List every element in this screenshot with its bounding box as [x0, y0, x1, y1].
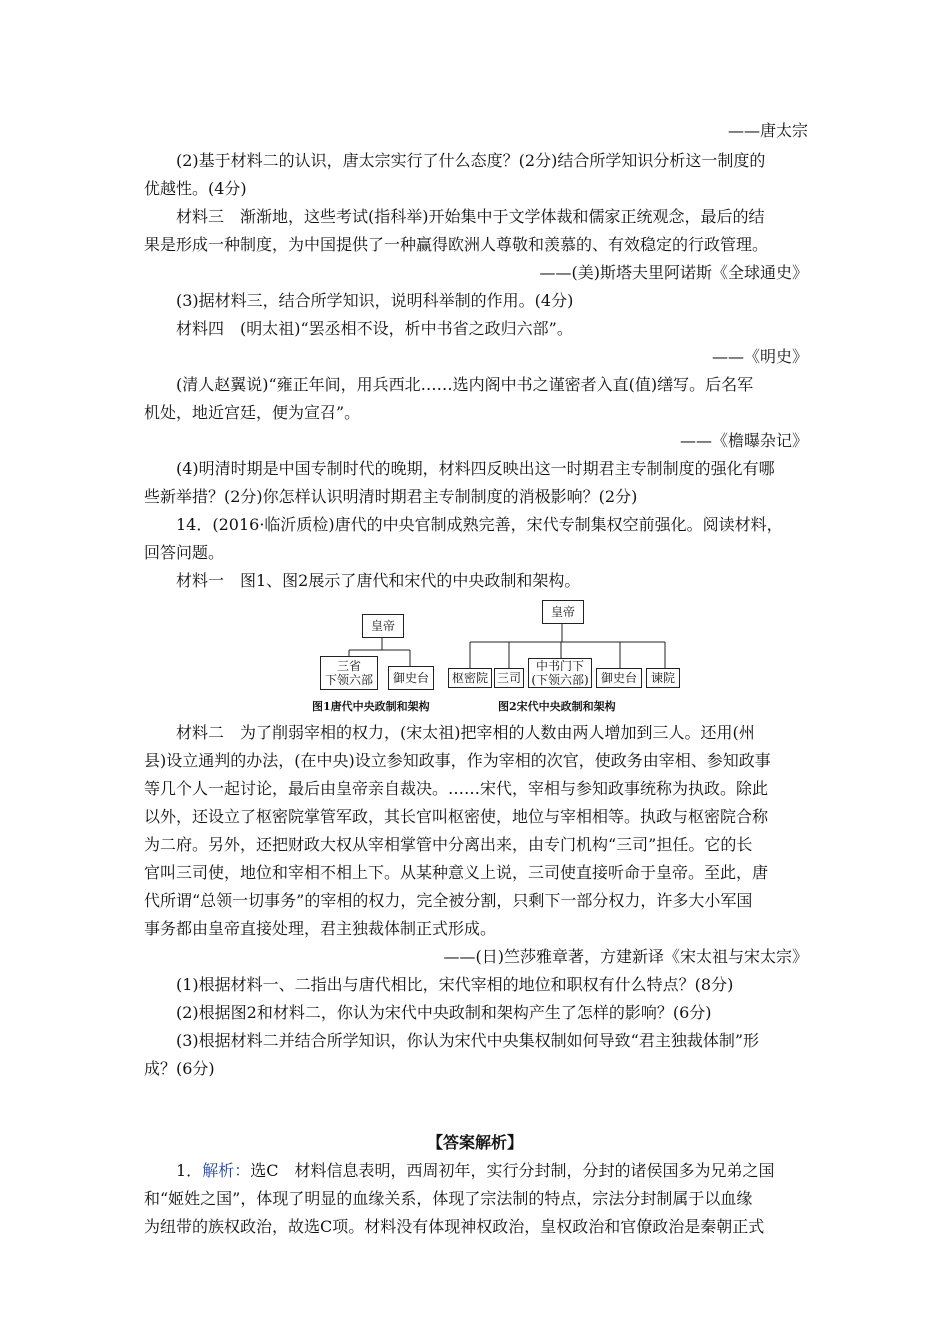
question-14-intro-cont: 回答问题。 [144, 543, 225, 562]
question-2: (2)基于材料二的认识，唐太宗实行了什么态度？(2分)结合所学知识分析这一制度的 [176, 151, 766, 170]
material-2-line6: 官叫三司使，地位和宰相不相上下。从某种意义上说，三司使直接听命于皇帝。至此，唐 [144, 863, 769, 882]
attribution-song-taizu: ——(日)竺莎雅章著，方建新译《宋太祖与宋太宗》 [443, 947, 808, 966]
fig2-censorate-box: 御史台 [596, 668, 642, 688]
material-4-qing-cont: 机处，地近宫廷，便为宣召”。 [144, 403, 361, 422]
answer-1-line1 [176, 1160, 774, 1182]
answer-1-text: 选C 材料信息表明，西周初年，实行分封制，分封的诸侯国多为兄弟之国 [250, 1161, 775, 1180]
material-4: 材料四 (明太祖)“罢丞相不设，析中书省之政归六部”。 [176, 319, 573, 338]
fig1-three-departments-label: 三省 [336, 659, 361, 673]
question-14-3: (3)根据材料二并结合所学知识，你认为宋代中央集权制如何导致“君主独裁体制”形 [176, 1031, 760, 1050]
fig2-secretariat-chancellery-box [528, 658, 592, 688]
question-4: (4)明清时期是中国专制时代的晚期，材料四反映出这一时期君主专制制度的强化有哪 [176, 459, 775, 478]
attribution-yanpu: ——《檐曝杂记》 [679, 431, 808, 450]
material-2-line8: 事务都由皇帝直接处理，君主独裁体制正式形成。 [144, 919, 497, 938]
material-3: 材料三 渐渐地，这些考试(指科举)开始集中于文学体裁和儒家正统观念，最后的结 [176, 207, 765, 226]
fig1-three-departments-box [320, 656, 378, 690]
attribution-tang-taizong: ——唐太宗 [727, 121, 808, 140]
material-2-line7: 代所谓“总领一切事务”的宰相的权力，完全被分割，只剩下一部分权力，许多大小军国 [144, 891, 753, 910]
question-14-3-cont: 成？(6分) [144, 1059, 215, 1078]
attribution-ming-history: ——《明史》 [711, 347, 808, 366]
fig1-caption: 图1唐代中央政制和架构 [312, 700, 430, 713]
question-14-2: (2)根据图2和材料二，你认为宋代中央政制和架构产生了怎样的影响？(6分) [176, 1003, 712, 1022]
fig2-privy-council-box: 枢密院 [448, 668, 492, 688]
fig2-caption: 图2宋代中央政制和架构 [498, 700, 616, 713]
question-14-1: (1)根据材料一、二指出与唐代相比，宋代宰相的地位和职权有什么特点？(8分) [176, 975, 734, 994]
analysis-tag: 解析： [202, 1161, 251, 1180]
fig2-remonstrance-bureau-box: 谏院 [646, 668, 680, 688]
material-4-qing: (清人赵翼说)“雍正年间，用兵西北……选内阁中书之谨密者入直(值)缮写。后名军 [176, 375, 754, 394]
material-2-line3: 等几个人一起讨论，最后由皇帝亲自裁决。……宋代，宰相与参知政事统称为执政。除此 [144, 779, 769, 798]
question-2-cont: 优越性。(4分) [144, 179, 247, 198]
fig1-emperor-box: 皇帝 [362, 614, 404, 638]
answer-1-line2: 和“姬姓之国”，体现了明显的血缘关系，体现了宗法制的特点，宗法分封制属于以血缘 [144, 1189, 753, 1208]
fig2-finance-commission-box: 三司 [494, 668, 524, 688]
fig2-secretariat-label: 中书门下 [535, 659, 584, 673]
question-4-cont: 些新举措？(2分)你怎样认识明清时期君主专制制度的消极影响？(2分) [144, 487, 638, 506]
fig2-six-ministries-label: (下领六部) [531, 673, 589, 687]
material-2-line2: 县)设立通判的办法，(在中央)设立参知政事，作为宰相的次官，使政务由宰相、参知政事 [144, 751, 771, 770]
question-3: (3)据材料三，结合所学知识，说明科举制的作用。(4分) [176, 291, 574, 310]
answer-1-number: 1． [176, 1161, 203, 1180]
fig1-censorate-box: 御史台 [388, 666, 434, 690]
material-2-line4: 以外，还设立了枢密院掌管军政，其长官叫枢密使，地位与宰相相等。执政与枢密院合称 [144, 807, 769, 826]
material-1: 材料一 图1、图2展示了唐代和宋代的中央政制和架构。 [176, 571, 581, 590]
attribution-global-history: ——(美)斯塔夫里阿诺斯《全球通史》 [539, 263, 808, 282]
material-2: 材料二 为了削弱宰相的权力，(宋太祖)把宰相的人数由两人增加到三人。还用(州 [176, 723, 755, 742]
material-2-line5: 为二府。另外，还把财政大权从宰相掌管中分离出来，由专门机构“三司”担任。它的长 [144, 835, 753, 854]
answer-section-title: 【答案解析】 [426, 1133, 523, 1152]
answer-1-line3: 为纽带的族权政治，故选C项。材料没有体现神权政治，皇权政治和官僚政治是秦朝正式 [144, 1217, 765, 1236]
government-structure-diagram [312, 592, 684, 718]
fig2-emperor-box: 皇帝 [542, 600, 584, 624]
fig1-six-ministries-label: 下领六部 [324, 673, 373, 687]
question-14-intro: 14．(2016·临沂质检)唐代的中央官制成熟完善，宋代专制集权空前强化。阅读材料， [176, 515, 783, 534]
material-3-cont: 果是形成一种制度，为中国提供了一种赢得欧洲人尊敬和羡慕的、有效稳定的行政管理。 [144, 235, 769, 254]
